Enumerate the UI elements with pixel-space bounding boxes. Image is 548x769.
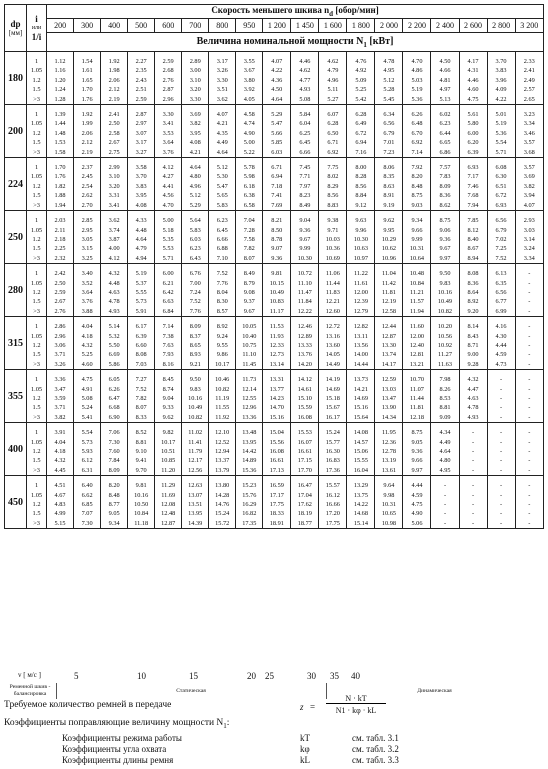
power-value-cell: 15.53 16.07 16.61 17.15 17.70	[291, 423, 319, 476]
power-value-cell: 2.41 2.50 2.58 2.67 2.75	[101, 105, 128, 158]
diameter-cell: 355	[5, 370, 27, 423]
power-value-cell: 8.20 8.48 8.77 9.05 9.34	[101, 476, 128, 529]
power-value-cell: - - - - -	[487, 370, 515, 423]
power-value-cell: 2.03 2.11 2.18 2.25 2.32	[47, 211, 74, 264]
power-value-cell: 1.92 1.99 2.06 2.12 2.19	[74, 105, 101, 158]
speed-col-3: 500	[128, 19, 155, 33]
power-value-cell: 14.12 14.61 15.10 15.59 16.08	[291, 370, 319, 423]
table-row	[5, 423, 544, 476]
ratio-cell: 1 1.05 1.2 1.5 >3	[27, 105, 47, 158]
power-value-cell: 10.46 10.82 11.19 11.55 11.92	[209, 370, 236, 423]
ratio-cell: 1 1.05 1.2 1.5 >3	[27, 476, 47, 529]
power-value-cell: 5.19 5.37 5.55 5.73 5.91	[128, 264, 155, 317]
diameter-cell: 315	[5, 317, 27, 370]
power-value-cell: 6.34 6.56 6.79 7.01 7.23	[375, 105, 403, 158]
formula-z: z	[300, 702, 304, 712]
header-row-speed-title	[5, 5, 544, 19]
speed-col-2: 400	[101, 19, 128, 33]
coef-name: Коэффициенты длины ремня	[62, 755, 174, 765]
power-value-cell: 12.44 12.87 13.30 13.74 14.17	[375, 317, 403, 370]
power-value-cell: 3.23 3.34 3.46 3.57 3.68	[515, 105, 543, 158]
power-value-cell: 10.20 10.56 10.92 11.27 11.63	[431, 317, 459, 370]
power-value-cell: 6.07 6.28 6.50 6.71 6.92	[319, 105, 347, 158]
power-value-cell: 15.24 15.77 16.30 16.83 17.36	[319, 423, 347, 476]
power-value-cell: - - - - -	[515, 370, 543, 423]
coef-ref: см. табл. 3.3	[352, 755, 399, 765]
power-value-cell: 11.04 11.42 11.81 12.19 12.58	[375, 264, 403, 317]
power-value-cell: 7.27 7.52 7.82 8.07 8.33	[128, 370, 155, 423]
power-value-cell: 5.12 5.30 5.47 5.65 5.83	[209, 158, 236, 211]
power-value-cell: 2.27 2.35 2.43 2.51 2.59	[128, 52, 155, 105]
power-value-cell: 2.85 2.95 3.05 3.15 3.25	[74, 211, 101, 264]
diameter-cell: 450	[5, 476, 27, 529]
diameter-cell: 180	[5, 52, 27, 105]
diameter-cell: 280	[5, 264, 27, 317]
table-row	[5, 211, 544, 264]
power-value-cell: 3.91 4.04 4.18 4.32 4.45	[47, 423, 74, 476]
coef-title: Коэффициенты поправляющие величину мощности $N_1$:	[4, 718, 230, 730]
power-value-cell: 1.39 1.44 1.48 1.53 1.58	[47, 105, 74, 158]
coef-symbol: kφ	[300, 744, 310, 754]
static-label: Статическая	[56, 683, 327, 699]
ratio-cell: 1 1.05 1.2 1.5 >3	[27, 264, 47, 317]
speed-col-5: 700	[182, 19, 209, 33]
speed-col-17: 3 200	[515, 19, 543, 33]
balancing-label: Ременной шкив - балансировка	[4, 683, 57, 699]
power-value-cell: 3.36 3.47 3.59 3.71 3.82	[47, 370, 74, 423]
power-value-cell: 6.02 6.23 6.44 6.65 6.86	[431, 105, 459, 158]
power-value-cell: 14.08 14.57 15.06 15.55 16.04	[347, 423, 375, 476]
power-value-cell: 5.29 5.47 5.66 5.85 6.03	[263, 105, 291, 158]
power-value-cell: 11.73 12.14 12.55 12.96 13.36	[236, 370, 263, 423]
power-value-cell: 7.06 7.30 7.60 7.84 8.09	[101, 423, 128, 476]
power-value-cell: 8.21 8.50 8.78 9.07 9.36	[263, 211, 291, 264]
coef-symbol: kL	[300, 755, 310, 765]
power-value-cell: 2.99 3.10 3.20 3.31 3.41	[101, 158, 128, 211]
power-value-cell: 4.16 4.30 4.44 4.59 4.73	[487, 317, 515, 370]
power-value-cell: 13.31 13.77 14.23 14.70 15.16	[263, 370, 291, 423]
power-value-cell: 9.81 10.15 10.49 10.83 11.17	[263, 264, 291, 317]
speed-col-13: 2 200	[403, 19, 431, 33]
power-value-cell: 9.82 10.17 10.51 10.85 11.20	[155, 423, 182, 476]
power-value-cell: 8.09 8.37 8.65 8.93 9.21	[182, 317, 209, 370]
power-value-cell: 13.29 13.75 14.22 14.68 15.14	[347, 476, 375, 529]
power-title-row	[5, 33, 544, 52]
d-unit: [мм]	[8, 29, 23, 37]
power-value-cell: 9.50 9.83 10.16 10.49 10.82	[182, 370, 209, 423]
belts-required-note: Требуемое количество ремней в передаче	[4, 700, 172, 710]
formula-denominator: N1 · kφ · kL	[335, 706, 377, 715]
power-value-cell: - - - - -	[515, 317, 543, 370]
power-value-cell: 11.29 11.69 12.08 12.48 12.87	[155, 476, 182, 529]
power-value-cell: - - - - -	[515, 476, 543, 529]
power-value-cell: 4.32 4.48 4.63 4.78 4.93	[101, 264, 128, 317]
table-row	[5, 158, 544, 211]
power-value-cell: 5.54 5.73 5.93 6.12 6.31	[74, 423, 101, 476]
power-value-cell: 7.92 8.20 8.48 8.75 9.03	[403, 158, 431, 211]
power-value-cell: 11.95 12.36 12.78 13.19 13.61	[375, 423, 403, 476]
power-value-cell: 9.04 9.36 9.67 9.99 10.30	[291, 211, 319, 264]
power-value-cell: 8.14 8.43 8.71 9.00 9.28	[459, 317, 487, 370]
power-value-cell: 4.75 4.91 5.08 5.24 5.41	[74, 370, 101, 423]
power-value-cell: 4.46 4.62 4.77 4.93 5.08	[291, 52, 319, 105]
power-value-cell: 7.45 7.71 7.97 8.23 8.49	[291, 158, 319, 211]
belt-speed-tick: 5	[74, 671, 79, 681]
coef-symbol: kT	[300, 733, 310, 743]
power-value-cell: 7.57 7.83 8.09 8.36 8.62	[431, 158, 459, 211]
speed-col-9: 1 450	[291, 19, 319, 33]
speed-col-0: 200	[47, 19, 74, 33]
power-value-cell: 3.55 3.67 3.80 3.92 4.05	[236, 52, 263, 105]
speed-col-15: 2 600	[459, 19, 487, 33]
speed-values-row	[5, 19, 544, 33]
power-value-cell: 7.14 7.38 7.63 7.93 8.16	[155, 317, 182, 370]
power-title: Величина номинальной мощности $N_1$ [кВт]	[47, 33, 544, 52]
power-value-cell: 4.07 4.22 4.36 4.50 4.64	[263, 52, 291, 105]
belt-speed-tick: 40	[351, 671, 360, 681]
power-value-cell: 12.72 13.16 13.60 14.05 14.49	[319, 317, 347, 370]
power-value-cell: 4.17 4.31 4.46 4.60 4.75	[459, 52, 487, 105]
power-value-cell: 6.26 6.48 6.70 6.92 7.14	[403, 105, 431, 158]
power-value-cell: 7.04 7.28 7.58 7.82 8.07	[236, 211, 263, 264]
speed-col-10: 1 600	[319, 19, 347, 33]
power-value-cell: 9.50 9.83 10.16 10.49 10.82	[431, 264, 459, 317]
power-value-cell: 13.48 13.95 14.42 14.89 15.36	[236, 423, 263, 476]
diameter-cell: 224	[5, 158, 27, 211]
power-value-cell: 5.01 5.19 5.36 5.54 5.71	[487, 105, 515, 158]
power-value-cell: 15.23 15.76 16.29 16.82 17.35	[236, 476, 263, 529]
belt-speed-label: v [ м/с ]	[18, 671, 41, 679]
power-value-cell: - - - - -	[431, 476, 459, 529]
power-value-cell: 5.00 5.18 5.35 5.53 5.71	[155, 211, 182, 264]
speed-title: Скорость меньшего шкива $n_d$ [обор/мин]	[47, 5, 544, 19]
table-row	[5, 105, 544, 158]
power-value-cell: 3.57 3.69 3.82 3.94 4.07	[515, 158, 543, 211]
power-value-cell: 1.92 1.98 2.06 2.12 2.19	[101, 52, 128, 105]
power-value-cell: 5.78 5.98 6.18 6.38 6.58	[236, 158, 263, 211]
power-value-cell: 9.38 9.71 10.03 10.36 10.69	[319, 211, 347, 264]
ratio-cell: 1 1.05 1.2 1.5 >3	[27, 423, 47, 476]
power-value-cell: 10.72 11.10 11.47 11.84 12.22	[291, 264, 319, 317]
power-value-cell: 14.19 14.69 15.18 15.67 16.17	[319, 370, 347, 423]
power-value-cell: - - - - -	[487, 476, 515, 529]
power-value-cell: 4.32 4.47 4.63 4.78 4.93	[459, 370, 487, 423]
power-value-cell: 3.58 3.70 3.83 3.95 4.08	[128, 158, 155, 211]
power-value-cell: 2.93 3.03 3.14 3.24 3.34	[515, 211, 543, 264]
power-value-cell: 8.49 8.79 9.08 9.37 9.67	[236, 264, 263, 317]
power-value-cell: 5.84 6.04 6.25 6.45 6.66	[291, 105, 319, 158]
power-value-cell: 11.60 12.00 12.40 12.81 13.21	[403, 317, 431, 370]
power-value-cell: 6.76 7.00 7.24 7.52 7.76	[182, 264, 209, 317]
power-value-cell: 16.59 17.17 17.75 18.33 18.91	[263, 476, 291, 529]
power-value-cell: 4.64 4.80 4.96 5.12 5.29	[182, 158, 209, 211]
power-value-cell: 6.13 6.35 6.56 6.77 6.99	[487, 264, 515, 317]
power-value-cell: 4.07 4.21 4.35 4.49 4.64	[209, 105, 236, 158]
power-value-cell: 3.30 3.41 3.53 3.64 3.76	[155, 105, 182, 158]
power-value-cell: 15.57 16.12 16.66 17.20 17.75	[319, 476, 347, 529]
belt-speed-axis	[4, 671, 544, 683]
diameter-cell: 200	[5, 105, 27, 158]
table-row	[5, 264, 544, 317]
power-value-cell: 3.62 3.74 3.87 4.00 4.12	[101, 211, 128, 264]
power-value-cell: 12.46 12.89 13.33 13.76 14.20	[291, 317, 319, 370]
power-value-cell: - - - - -	[515, 423, 543, 476]
power-value-cell: 7.85 8.12 8.40 8.67 8.94	[459, 211, 487, 264]
power-value-cell: 8.75 9.06 9.36 9.67 9.97	[431, 211, 459, 264]
i-header	[27, 5, 47, 52]
speed-col-16: 2 800	[487, 19, 515, 33]
power-value-cell: 10.70 11.07 11.44 11.81 12.18	[403, 370, 431, 423]
power-value-cell: 6.40 6.62 6.85 7.07 7.30	[74, 476, 101, 529]
power-value-cell: 6.71 6.94 7.18 7.41 7.69	[263, 158, 291, 211]
table-row	[5, 52, 544, 105]
power-value-cell: 4.70 4.86 5.03 5.19 5.36	[403, 52, 431, 105]
power-value-cell: 8.45 8.74 9.04 9.33 9.62	[155, 370, 182, 423]
ratio-cell: 1 1.05 1.2 1.5 >3	[27, 211, 47, 264]
power-value-cell: 9.34 9.66 9.99 10.31 10.64	[403, 211, 431, 264]
power-value-cell: 4.58 4.74 4.90 5.00 5.22	[236, 105, 263, 158]
speed-col-14: 2 400	[431, 19, 459, 33]
power-value-cell: 11.22 11.61 12.00 12.39 12.79	[347, 264, 375, 317]
power-value-cell: 13.73 14.21 14.69 15.16 15.64	[347, 370, 375, 423]
belt-speed-tick: 35	[330, 671, 339, 681]
diameter-cell: 400	[5, 423, 27, 476]
power-table	[4, 4, 544, 529]
d-label: dр	[10, 19, 21, 29]
power-value-cell: 8.08 8.36 8.64 8.92 9.20	[459, 264, 487, 317]
power-value-cell: 4.78 4.95 5.12 5.28 5.45	[375, 52, 403, 105]
ratio-cell: 1 1.05 1.2 1.5 >3	[27, 317, 47, 370]
power-value-cell: 16.47 17.04 17.62 18.19 18.77	[291, 476, 319, 529]
power-value-cell: 3.40 3.52 3.64 3.76 3.88	[74, 264, 101, 317]
ratio-cell: 1 1.05 1.2 1.5 >3	[27, 158, 47, 211]
coef-name: Коэффициенты угла охвата	[62, 744, 167, 754]
power-value-cell: 6.00 6.21 6.42 6.63 6.84	[155, 264, 182, 317]
belt-speed-tick: 10	[137, 671, 146, 681]
speed-col-12: 2 000	[375, 19, 403, 33]
belt-speed-tick: 25	[265, 671, 274, 681]
power-value-cell: 2.86 2.96 3.06 3.71 3.26	[47, 317, 74, 370]
power-value-cell: - - - - -	[487, 423, 515, 476]
power-value-cell: 2.87 2.97 3.07 3.17 3.27	[128, 105, 155, 158]
belt-speed-tick: 15	[189, 671, 198, 681]
power-value-cell: 4.33 4.48 4.64 4.79 4.94	[128, 211, 155, 264]
formula-numerator: N · kT	[326, 694, 386, 704]
power-value-cell: 13.80 14.28 14.76 15.24 15.72	[209, 476, 236, 529]
power-value-cell: 15.04 15.56 16.08 16.61 17.13	[263, 423, 291, 476]
power-value-cell: 4.50 4.66 4.81 4.97 5.13	[431, 52, 459, 105]
ratio-cell: 1 1.05 1.2 1.5 >3	[27, 370, 47, 423]
power-value-cell: 7.98 8.26 8.53 8.81 9.09	[431, 370, 459, 423]
coef-ref: см. табл. 3.2	[352, 744, 399, 754]
speed-col-8: 1 200	[263, 19, 291, 33]
power-value-cell: 9.64 9.98 10.31 10.65 10.98	[375, 476, 403, 529]
power-value-cell: 3.17 3.26 3.30 3.51 3.62	[209, 52, 236, 105]
diameter-cell: 250	[5, 211, 27, 264]
power-value-cell: 5.64 5.83 6.03 6.23 6.43	[182, 211, 209, 264]
power-value-cell: 9.63 9.96 10.30 10.63 10.97	[347, 211, 375, 264]
power-value-cell: 3.70 3.83 3.96 4.09 4.22	[487, 52, 515, 105]
power-value-cell: 6.05 6.26 6.47 6.68 6.90	[101, 370, 128, 423]
ratio-cell: 1 1.05 1.2 1.5 >3	[27, 52, 47, 105]
power-value-cell: 4.44 4.59 4.75 4.90 5.06	[403, 476, 431, 529]
power-value-cell: 10.05 10.40 10.75 11.10 11.45	[236, 317, 263, 370]
power-table-container	[4, 4, 544, 529]
speed-col-7: 950	[236, 19, 263, 33]
power-value-cell: 4.76 4.92 5.09 5.25 5.42	[347, 52, 375, 105]
power-value-cell: 11.02 11.41 11.79 12.17 12.56	[182, 423, 209, 476]
speed-col-11: 1 800	[347, 19, 375, 33]
power-value-cell: 2.37 2.45 2.54 2.62 2.70	[74, 158, 101, 211]
power-value-cell: 12.10 12.52 12.94 13.37 13.79	[209, 423, 236, 476]
power-value-cell: 6.93 7.17 7.46 7.68 7.94	[459, 158, 487, 211]
power-value-cell: 4.04 4.18 4.32 5.25 4.60	[74, 317, 101, 370]
power-value-cell: 8.52 8.81 9.10 9.41 9.70	[128, 423, 155, 476]
power-value-cell: 8.00 8.28 8.56 8.84 9.12	[347, 158, 375, 211]
belt-speed-tick: 30	[307, 671, 316, 681]
power-value-cell: 2.89 3.00 3.10 3.20 3.30	[182, 52, 209, 105]
dynamic-label: Динамическая	[417, 688, 452, 694]
power-value-cell: 2.59 2.68 2.76 2.87 2.96	[155, 52, 182, 105]
speed-col-1: 300	[74, 19, 101, 33]
coef-ref: см. табл. 3.1	[352, 733, 399, 743]
power-value-cell: - - - - -	[459, 423, 487, 476]
power-value-cell: 6.17 6.39 6.60 8.08 7.03	[128, 317, 155, 370]
power-value-cell: 11.53 11.93 12.33 12.73 13.14	[263, 317, 291, 370]
power-value-cell: 4.34 4.49 4.64 4.80 4.95	[431, 423, 459, 476]
power-value-cell: 1.70 1.76 1.82 1.88 1.94	[47, 158, 74, 211]
power-value-cell: 4.62 4.79 4.96 5.11 5.27	[319, 52, 347, 105]
d-header	[5, 5, 27, 52]
power-value-cell: 3.69 3.82 3.95 4.08 4.21	[182, 105, 209, 158]
power-value-cell: 9.81 10.16 10.50 10.84 11.18	[128, 476, 155, 529]
i-inverse: 1/i	[31, 31, 42, 42]
i-label: i	[35, 13, 38, 24]
power-value-cell: 4.51 4.67 4.83 4.99 5.15	[47, 476, 74, 529]
power-value-cell: 12.63 13.07 13.51 13.95 14.39	[182, 476, 209, 529]
power-value-cell: 7.52 7.76 8.04 8.30 8.57	[209, 264, 236, 317]
table-row	[5, 476, 544, 529]
speed-col-6: 800	[209, 19, 236, 33]
power-value-cell: 6.56 6.79 7.02 7.25 7.52	[487, 211, 515, 264]
power-value-cell: 8.75 9.05 9.36 9.66 9.97	[403, 423, 431, 476]
i-or: или	[31, 24, 42, 31]
power-value-cell: 8.92 9.24 9.55 9.86 10.17	[209, 317, 236, 370]
power-value-cell: 1.54 1.61 1.65 1.70 1.76	[74, 52, 101, 105]
power-value-cell: 7.75 8.02 8.29 8.56 8.83	[319, 158, 347, 211]
table-body	[5, 52, 544, 529]
power-value-cell: 8.06 8.35 8.63 8.91 9.19	[375, 158, 403, 211]
power-value-cell: 12.82 13.11 13.56 14.00 14.44	[347, 317, 375, 370]
balancing-regime-row	[4, 683, 544, 699]
power-value-cell: 5.61 5.80 6.00 6.20 6.39	[459, 105, 487, 158]
table-row	[5, 317, 544, 370]
power-value-cell: 1.12 1.16 1.20 1.24 1.28	[47, 52, 74, 105]
power-value-cell: 11.06 11.44 11.83 12.21 12.60	[319, 264, 347, 317]
power-value-cell: 6.08 6.30 6.51 6.72 6.93	[487, 158, 515, 211]
power-value-cell: - - - - -	[515, 264, 543, 317]
power-value-cell: - - - - -	[459, 476, 487, 529]
table-row	[5, 370, 544, 423]
power-value-cell: 12.59 13.03 13.47 13.90 14.34	[375, 370, 403, 423]
power-value-cell: 2.33 2.41 2.49 2.57 2.65	[515, 52, 543, 105]
power-value-cell: 6.28 6.49 6.72 6.94 7.16	[347, 105, 375, 158]
speed-col-4: 600	[155, 19, 182, 33]
coef-name: Коэффициенты режима работы	[62, 733, 182, 743]
power-value-cell: 6.23 6.45 6.66 6.88 7.10	[209, 211, 236, 264]
power-value-cell: 10.48 10.84 11.21 11.57 11.94	[403, 264, 431, 317]
power-value-cell: 4.12 4.27 4.41 4.56 4.70	[155, 158, 182, 211]
belt-speed-tick: 20	[247, 671, 256, 681]
power-value-cell: 2.42 2.50 2.59 2.67 2.76	[47, 264, 74, 317]
power-value-cell: 9.62 9.95 10.29 10.62 10.96	[375, 211, 403, 264]
power-value-cell: 5.14 5.32 5.50 6.69 5.86	[101, 317, 128, 370]
